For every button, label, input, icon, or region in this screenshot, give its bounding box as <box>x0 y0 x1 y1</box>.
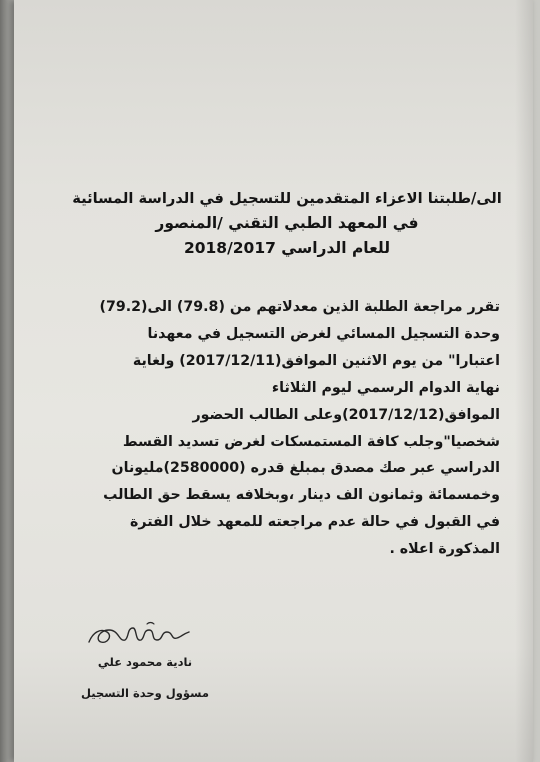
heading-line-2: في المعهد الطبي التقني /المنصور <box>155 214 419 232</box>
heading-line-3: للعام الدراسي 2018/2017 <box>183 239 391 257</box>
body-line-8: وخمسمائة وثمانون الف دينار ،وبخلافه يسقط حق الطالب <box>103 487 500 504</box>
body-line-3: اعتبارا" من يوم الاثنين الموافق(2017/12/11) ولغاية <box>132 352 500 369</box>
heading-line-1: الى/طلبتنا الاعزاء المتقدمين للتسجيل في الدراسة المسائية <box>72 190 502 207</box>
signatory-name: نادية محمود علي <box>97 655 193 669</box>
handwritten-signature <box>85 618 195 654</box>
body-line-2: وحدة التسجيل المسائي لغرض التسجيل في معهدنا <box>147 325 500 342</box>
notice-heading <box>72 186 502 261</box>
body-line-6: شخصيا"وجلب كافة المستمسكات لغرض تسديد القسط <box>122 433 500 450</box>
body-line-9: في القبول في حالة عدم مراجعته للمعهد خلال الفترة <box>130 514 500 531</box>
body-line-5: الموافق(2017/12/12)وعلى الطالب الحضور <box>192 406 500 423</box>
signatory-title: مسؤول وحدة التسجيل <box>81 686 209 700</box>
body-line-1: تقرر مراجعة الطلبة الذين معدلاتهم من (79.8) الى(79.2) <box>99 299 500 315</box>
body-line-7: الدراسي عبر صك مصدق بمبلغ قدره (2580000)مليونان <box>111 460 500 477</box>
notice-body <box>70 294 500 563</box>
body-line-10: المذكورة اعلاه . <box>389 541 500 558</box>
body-line-4: نهاية الدوام الرسمي ليوم الثلاثاء <box>271 379 500 396</box>
